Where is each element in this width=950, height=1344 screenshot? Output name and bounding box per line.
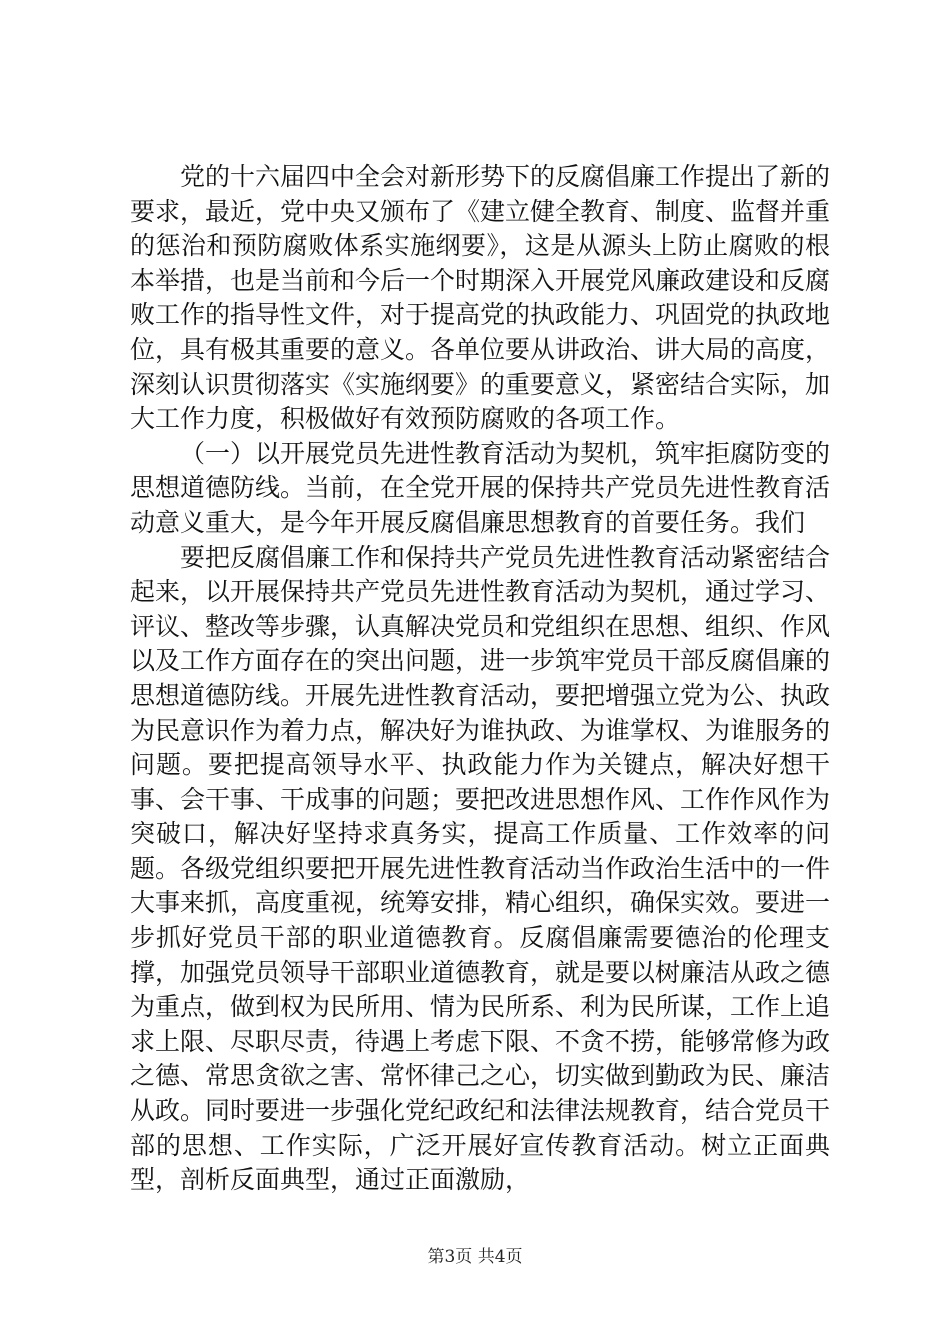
paragraph-section-one-continued: 要把反腐倡廉工作和保持共产党员先进性教育活动紧密结合起来，以开展保持共产党员先进性教育活动为契机，通过学习、评议、整改等步骤，认真解决党员和党组织在思想、组织、作风以及工作方面存在的突出问题，进一步筑牢党员干部反腐倡廉的思想道德防线。开展先进性教育活动，要把增强立党为公、执政为民意识作为着力点，解决好为谁执政、为谁掌权、为谁服务的问题。要把提高领导水平、执政能力作为关键点，解决好想干事、会干事、干成事的问题；要把改进思想作风、工作作风作为突破口，解决好坚持求真务实，提高工作质量、工作效率的问题。各级党组织要把开展先进性教育活动当作政治生活中的一件大事来抓，高度重视，统筹安排，精心组织，确保实效。要进一步抓好党员干部的职业道德教育。反腐倡廉需要德治的伦理支撑，加强党员领导干部职业道德教育，就是要以树廉洁从政之德为重点，做到权为民所用、情为民所系、利为民所谋，工作上追求上限、尽职尽责，待遇上考虑下限、不贪不捞，能够常修为政之德、常思贪欲之害、常怀律己之心，切实做到勤政为民、廉洁从政。同时要进一步强化党纪政纪和法律法规教育，结合党员干部的思想、工作实际，广泛开展好宣传教育活动。树立正面典型，剖析反面典型，通过正面激励， bbox=[130, 542, 831, 1195]
page-number-footer: 第3页 共4页 bbox=[427, 1247, 523, 1267]
paragraph-intro: 党的十六届四中全会对新形势下的反腐倡廉工作提出了新的要求，最近，党中央又颁布了《建立健全教育、制度、监督并重的惩治和预防腐败体系实施纲要》，这是从源头上防止腐败的根本举措，也是当前和今后一个时期深入开展党风廉政建设和反腐败工作的指导性文件，对于提高党的执政能力、巩固党的执政地位，具有极其重要的意义。各单位要从讲政治、讲大局的高度，深刻认识贯彻落实《实施纲要》的重要意义，紧密结合实际，加大工作力度，积极做好有效预防腐败的各项工作。 bbox=[130, 162, 831, 434]
document-body bbox=[130, 160, 830, 1198]
paragraph-section-one: （一）以开展党员先进性教育活动为契机，筑牢拒腐防变的思想道德防线。当前，在全党开展的保持共产党员先进性教育活动意义重大，是今年开展反腐倡廉思想教育的首要任务。我们 bbox=[130, 438, 831, 537]
